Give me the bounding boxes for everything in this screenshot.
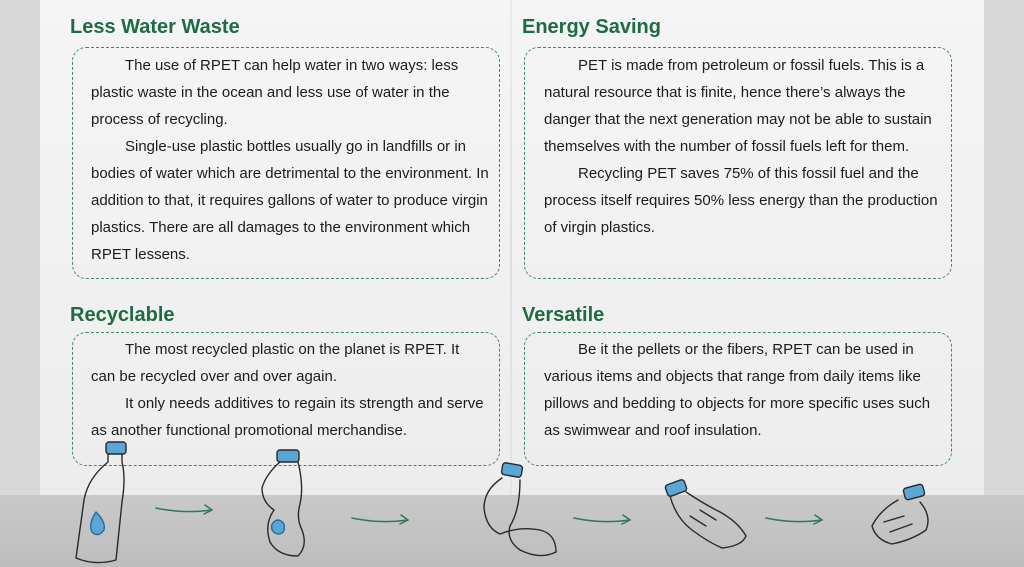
bottle-crushed-icon bbox=[484, 462, 556, 555]
section-body-recyclable bbox=[91, 336, 486, 444]
bottle-compressed-icon bbox=[872, 484, 928, 544]
bottle-flattened-icon bbox=[665, 479, 746, 548]
arrow-right-icon bbox=[574, 518, 630, 522]
water-paragraph-1: The use of RPET can help water in two ways: less plastic waste in the ocean and less use of water in the process of recycling. bbox=[91, 57, 459, 128]
section-body-versatile bbox=[544, 336, 936, 444]
energy-paragraph-2: Recycling PET saves 75% of this fossil fuel and the process itself requires 50% less energy than the production of virgin plastics. bbox=[544, 165, 938, 236]
section-title-energy: Energy Saving bbox=[522, 16, 661, 38]
versatile-paragraph-1: Be it the pellets or the fibers, RPET can be used in various items and objects that range from daily items like pillows and bedding to objects for more specific uses such as swimwear and roof insulation. bbox=[544, 341, 931, 439]
recyclable-paragraph-2: It only needs additives to regain its strength and serve as another functional promotional merchandise. bbox=[91, 395, 484, 439]
water-paragraph-2: Single-use plastic bottles usually go in landfills or in bodies of water which are detrimental to the environment. In addition to that, it requires gallons of water to produce virgin plastics. There are all damages to the environment which RPET lessens. bbox=[91, 138, 489, 263]
section-body-water bbox=[91, 52, 489, 268]
arrow-right-icon bbox=[156, 508, 212, 512]
arrow-right-icon bbox=[352, 518, 408, 522]
section-title-versatile: Versatile bbox=[522, 304, 605, 326]
section-title-recyclable: Recyclable bbox=[70, 304, 175, 326]
section-body-energy bbox=[544, 52, 944, 241]
bottle-squeezed-icon bbox=[262, 450, 304, 556]
energy-paragraph-1: PET is made from petroleum or fossil fuels. This is a natural resource that is finite, hence there’s always the danger that the next generation may not be able to sustain themselves with the number of fossil fuels left for them. bbox=[544, 57, 932, 155]
arrow-right-icon bbox=[766, 518, 822, 522]
bottle-recycling-illustration bbox=[0, 430, 1024, 567]
section-title-water: Less Water Waste bbox=[70, 16, 240, 38]
bottle-full-icon bbox=[76, 442, 126, 563]
recyclable-paragraph-1: The most recycled plastic on the planet is RPET. It can be recycled over and over again. bbox=[91, 341, 460, 385]
